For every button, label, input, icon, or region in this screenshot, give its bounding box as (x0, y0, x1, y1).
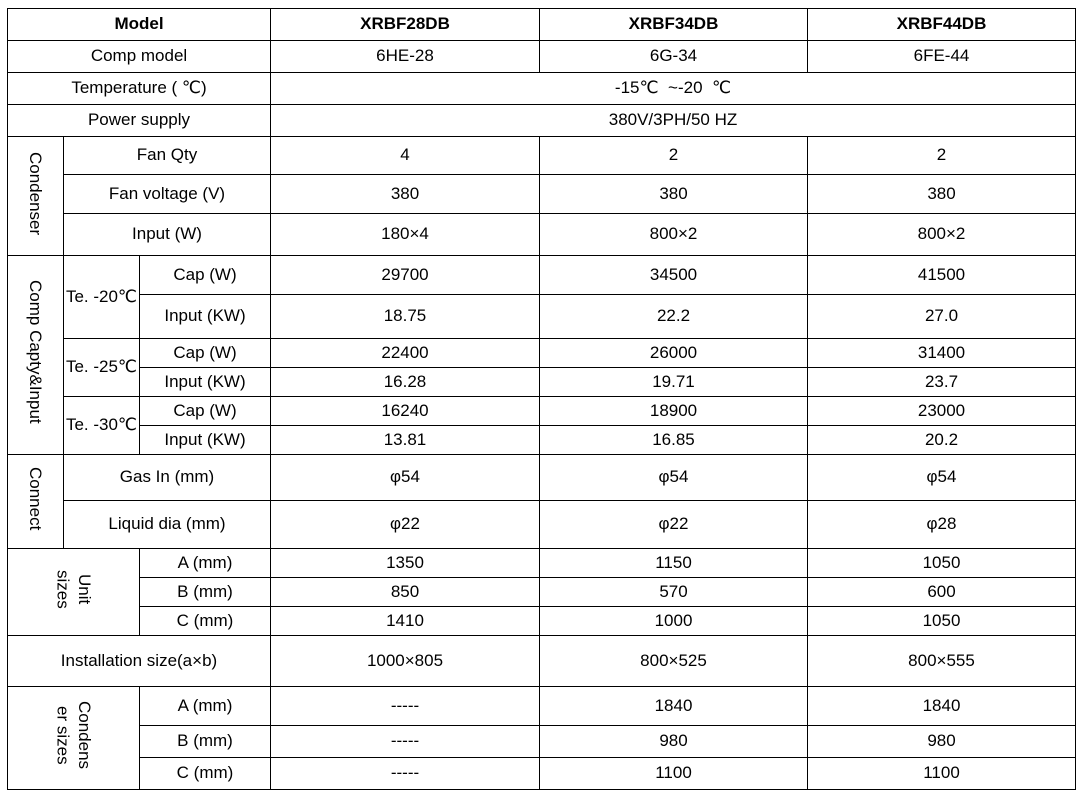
spec-table (7, 8, 1076, 790)
cell-value: 800×2 (808, 214, 1076, 256)
row-label: Gas In (mm) (64, 455, 271, 501)
cell-value: 18900 (540, 397, 808, 426)
cell-value: 380 (540, 175, 808, 214)
cell-value: 1000 (540, 607, 808, 636)
model-name: XRBF44DB (808, 9, 1076, 41)
cell-value: φ22 (271, 501, 540, 549)
header-row (8, 9, 1076, 41)
cell-value: 380 (271, 175, 540, 214)
cell-value: φ28 (808, 501, 1076, 549)
cell-value: 34500 (540, 256, 808, 295)
cell-value: 1150 (540, 549, 808, 578)
model-name: XRBF34DB (540, 9, 808, 41)
comp-capacity-row (8, 339, 1076, 368)
cell-value: 380 (808, 175, 1076, 214)
te-label: Te. -20℃ (64, 256, 140, 339)
row-label: Installation size(a×b) (8, 636, 271, 687)
cell-value: -15℃ ~-20 ℃ (271, 73, 1076, 105)
power-supply-row (8, 105, 1076, 137)
condenser-sizes-row (8, 758, 1076, 790)
row-label: A (mm) (140, 549, 271, 578)
connect-row (8, 501, 1076, 549)
cell-value: 16.28 (271, 368, 540, 397)
group-label-text: Connect (26, 467, 46, 531)
cell-value: 41500 (808, 256, 1076, 295)
row-label: Input (KW) (140, 295, 271, 339)
row-label: B (mm) (140, 726, 271, 758)
row-label: B (mm) (140, 578, 271, 607)
model-header: Model (8, 9, 271, 41)
unit-sizes-row (8, 607, 1076, 636)
row-label: Temperature ( ℃) (8, 73, 271, 105)
condenser-sizes-row (8, 687, 1076, 726)
cell-value: 850 (271, 578, 540, 607)
cell-value: 6G-34 (540, 41, 808, 73)
condenser-sizes-group-label (8, 687, 140, 790)
cell-value: 16240 (271, 397, 540, 426)
cell-value: 380V/3PH/50 HZ (271, 105, 1076, 137)
row-label: Fan voltage (V) (64, 175, 271, 214)
cell-value: 980 (540, 726, 808, 758)
cell-value: ----- (271, 726, 540, 758)
cell-value: 1100 (540, 758, 808, 790)
condenser-sizes-row (8, 726, 1076, 758)
condenser-row (8, 214, 1076, 256)
cell-value: 1840 (808, 687, 1076, 726)
cell-value: 980 (808, 726, 1076, 758)
cell-value: 1840 (540, 687, 808, 726)
cell-value: 570 (540, 578, 808, 607)
row-label: Fan Qty (64, 137, 271, 175)
cell-value: 180×4 (271, 214, 540, 256)
cell-value: φ54 (540, 455, 808, 501)
installation-size-row (8, 636, 1076, 687)
row-label: Liquid dia (mm) (64, 501, 271, 549)
unit-sizes-row (8, 578, 1076, 607)
cell-value: 1350 (271, 549, 540, 578)
cell-value: 1410 (271, 607, 540, 636)
unit-sizes-row (8, 549, 1076, 578)
row-label: A (mm) (140, 687, 271, 726)
cell-value: 800×555 (808, 636, 1076, 687)
cell-value: 2 (540, 137, 808, 175)
cell-value: 20.2 (808, 426, 1076, 455)
comp-model-row (8, 41, 1076, 73)
row-label: Comp model (8, 41, 271, 73)
cell-value: 18.75 (271, 295, 540, 339)
comp-capacity-row (8, 295, 1076, 339)
comp-capacity-row (8, 397, 1076, 426)
row-label: Cap (W) (140, 397, 271, 426)
comp-capacity-row (8, 368, 1076, 397)
comp-capacity-row (8, 256, 1076, 295)
cell-value: 27.0 (808, 295, 1076, 339)
cell-value: ----- (271, 687, 540, 726)
cell-value: 31400 (808, 339, 1076, 368)
cell-value: 6FE-44 (808, 41, 1076, 73)
connect-group-label (8, 455, 64, 549)
cell-value: 800×525 (540, 636, 808, 687)
cell-value: 29700 (271, 256, 540, 295)
cell-value: 1050 (808, 549, 1076, 578)
row-label: Input (KW) (140, 426, 271, 455)
cell-value: 800×2 (540, 214, 808, 256)
cell-value: 1000×805 (271, 636, 540, 687)
cell-value: 22400 (271, 339, 540, 368)
cell-value: 23000 (808, 397, 1076, 426)
cell-value: φ22 (540, 501, 808, 549)
cell-value: 13.81 (271, 426, 540, 455)
comp-capacity-group-label (8, 256, 64, 455)
group-label-text: Unit sizes (53, 569, 94, 609)
cell-value: 1100 (808, 758, 1076, 790)
cell-value: 16.85 (540, 426, 808, 455)
row-label: Cap (W) (140, 339, 271, 368)
cell-value: 600 (808, 578, 1076, 607)
row-label: C (mm) (140, 758, 271, 790)
cell-value: ----- (271, 758, 540, 790)
cell-value: 6HE-28 (271, 41, 540, 73)
cell-value: 4 (271, 137, 540, 175)
row-label: C (mm) (140, 607, 271, 636)
row-label: Cap (W) (140, 256, 271, 295)
cell-value: 22.2 (540, 295, 808, 339)
row-label: Input (W) (64, 214, 271, 256)
condenser-row (8, 175, 1076, 214)
group-label-text: Comp Capty&Input (26, 280, 46, 425)
cell-value: 19.71 (540, 368, 808, 397)
cell-value: φ54 (271, 455, 540, 501)
group-label-text: Condens er sizes (53, 701, 94, 770)
unit-sizes-group-label (8, 549, 140, 636)
cell-value: φ54 (808, 455, 1076, 501)
te-label: Te. -25℃ (64, 339, 140, 397)
cell-value: 26000 (540, 339, 808, 368)
cell-value: 1050 (808, 607, 1076, 636)
temperature-row (8, 73, 1076, 105)
row-label: Input (KW) (140, 368, 271, 397)
te-label: Te. -30℃ (64, 397, 140, 455)
condenser-row (8, 137, 1076, 175)
model-name: XRBF28DB (271, 9, 540, 41)
comp-capacity-row (8, 426, 1076, 455)
group-label-text: Condenser (26, 151, 46, 235)
cell-value: 23.7 (808, 368, 1076, 397)
condenser-group-label (8, 137, 64, 256)
row-label: Power supply (8, 105, 271, 137)
cell-value: 2 (808, 137, 1076, 175)
connect-row (8, 455, 1076, 501)
